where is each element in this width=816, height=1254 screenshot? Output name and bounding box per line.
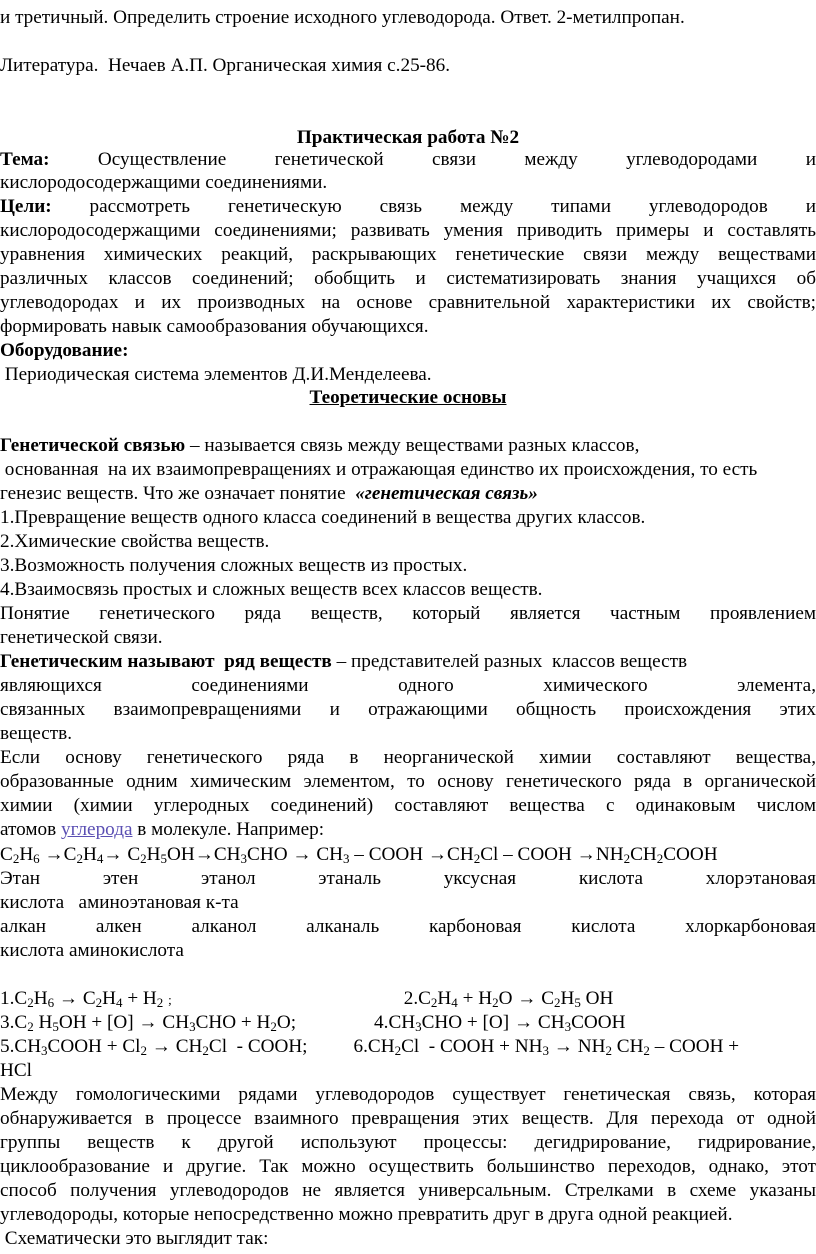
- scheme-line: Схематически это выглядит так:: [0, 1228, 269, 1249]
- intro-line: и третичный. Определить строение исходного углеводорода. Ответ. 2-метилпропан.: [0, 7, 685, 28]
- definition-line-3: генезис веществ. Что же означает понятие «генетическая связь»: [0, 483, 538, 504]
- basis-line-3: химии (химии углеродных соединений) составляют вещества с одинаковым числом: [0, 795, 816, 816]
- reaction-row: $3.C_2$ $H_5OH + [O] \to CH_3CHO + H_2O$; $4.CH_3CHO + [O]$ → $CH_3COOH$: [0, 1012, 626, 1034]
- paragraph-line: обнаруживается в процессе взаимного превращения этих веществ. Для перехода от одной: [0, 1108, 816, 1129]
- reaction-row: HCl: [0, 1060, 32, 1081]
- topic-line: Тема: Осуществление генетической связи между углеводородами и: [0, 149, 816, 170]
- theory-heading: Теоретические основы: [309, 387, 507, 408]
- page-title: Практическая работа №2: [296, 127, 520, 148]
- basis-line: Если основу генетического ряда в неорганической химии составляют вещества,: [0, 747, 816, 768]
- formula-chain: $C_2H_6 \to C_2H_4\to C_2H_5OH\to CH_3CHO \to CH_3$ – COOH $\to CH_2Cl$ – COOH $\to NH_2CH_2COOH$: [0, 844, 718, 866]
- reaction-row: $1.C_2H_6 \to C_2H_4 + H_2$ ; $2.C_2H_4 + H_2O \to C_2H_5$ OH: [0, 988, 614, 1010]
- paragraph-line: группы веществ к другой используют процессы: дегидрирование, гидрирование,: [0, 1132, 816, 1153]
- basis-line-4: атомов углерода в молекуле. Например:: [0, 819, 325, 840]
- reaction-row: $5.CH_3COOH + Cl_2 \to CH_2Cl$ - COOH; $6.CH_2Cl$ - COOH + $NH_3 \to NH_2$ $CH_2$ – COOH +: [0, 1036, 740, 1058]
- basis-line-2: образованные одним химическим элементом, то основу генетического ряда в органической: [0, 771, 816, 792]
- paragraph-line: способ получения углеводородов не является универсальным. Стрелками в схеме указаны: [0, 1180, 816, 1201]
- goals-line-5: углеводородах и их производных на основе сравнительной характеристики их свойств;: [0, 292, 816, 313]
- paragraph-line: углеводороды, которые непосредственно можно превратить друг в друга одной реакцией.: [0, 1204, 733, 1225]
- genetic-series-line-3: связанных взаимопревращениями и отражающими общность происхождения этих: [0, 699, 816, 720]
- series-line-2: генетической связи.: [0, 627, 163, 648]
- paragraph-line: Между гомологическими рядами углеводородов существует генетическая связь, которая: [0, 1084, 816, 1105]
- goals-line-2: кислородосодержащими соединениями; развивать умения приводить примеры и составлять: [0, 220, 816, 241]
- genetic-series-line: Генетическим называют ряд веществ – представителей разных классов веществ: [0, 651, 688, 672]
- goals-line-4: различных классов соединений; обобщить и систематизировать знания учащихся об: [0, 268, 816, 289]
- genetic-series-line-4: веществ.: [0, 723, 72, 744]
- equipment-label: Оборудование:: [0, 340, 129, 361]
- carbon-link[interactable]: углерода: [60, 819, 133, 840]
- names-line: Этан этен этанол этаналь уксусная кислота хлорэтановая: [0, 868, 816, 889]
- goals-line-3: уравнения химических реакций, раскрывающих генетические связи между веществами: [0, 244, 816, 265]
- names-line-2: кислота аминоэтановая к-та: [0, 892, 239, 913]
- paragraph-line: циклообразование и другие. Так можно осуществить большинство переходов, однако, этот: [0, 1156, 816, 1177]
- goals-line-6: формировать навык самообразования обучающихся.: [0, 316, 429, 337]
- equipment-line: Периодическая система элементов Д.И.Менделеева.: [0, 364, 432, 385]
- goals-line: Цели: рассмотреть генетическую связь между типами углеводородов и: [0, 196, 816, 217]
- topic-line-2: кислородосодержащими соединениями.: [0, 172, 328, 193]
- genetic-series-line-2: являющихся соединениями одного химического элемента,: [0, 675, 816, 696]
- classes-line: алкан алкен алканол алканаль карбоновая кислота хлоркарбоновая: [0, 916, 816, 937]
- list-item: 2.Химические свойства веществ.: [0, 531, 270, 552]
- literature-line: Литература. Нечаев А.П. Органическая химия с.25-86.: [0, 55, 451, 76]
- classes-line-2: кислота аминокислота: [0, 940, 184, 961]
- list-item: 1.Превращение веществ одного класса соединений в вещества других классов.: [0, 507, 646, 528]
- list-item: 4.Взаимосвязь простых и сложных веществ всех классов веществ.: [0, 579, 543, 600]
- definition-line: Генетической связью – называется связь между веществами разных классов,: [0, 435, 640, 456]
- list-item: 3.Возможность получения сложных веществ из простых.: [0, 555, 468, 576]
- definition-line-2: основанная на их взаимопревращениях и отражающая единство их происхождения, то есть: [0, 459, 758, 480]
- series-line: Понятие генетического ряда веществ, который является частным проявлением: [0, 603, 816, 624]
